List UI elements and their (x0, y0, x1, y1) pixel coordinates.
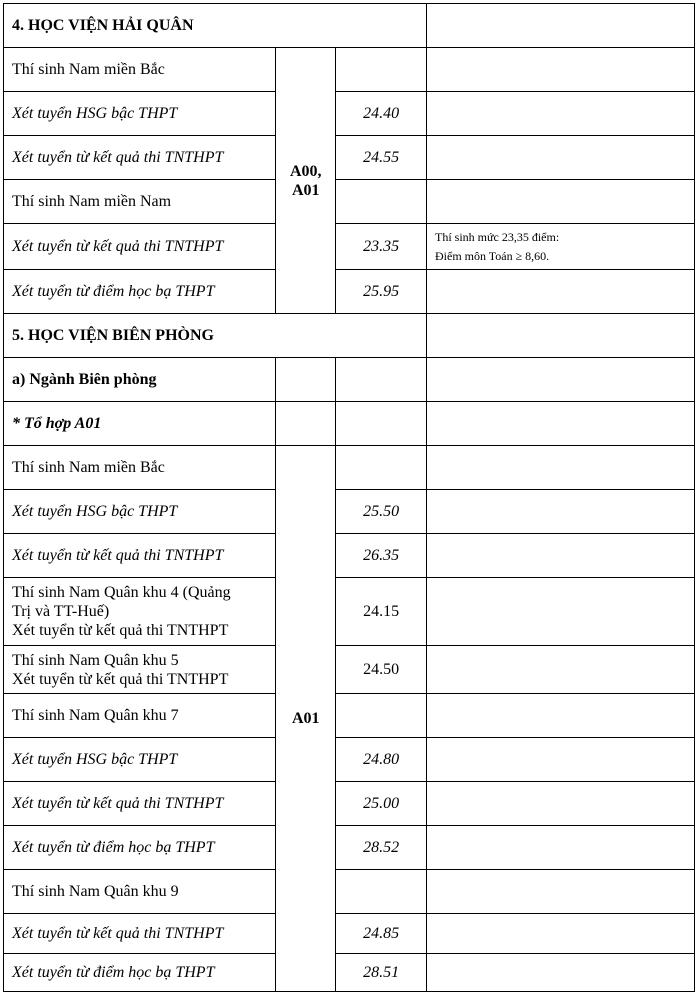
table-row (4, 870, 695, 914)
note-cell (427, 646, 695, 694)
score-cell: 24.50 (336, 646, 427, 694)
score-cell: 25.95 (336, 270, 427, 314)
table-row (4, 738, 695, 782)
admission-method-label: Xét tuyển từ kết quả thi TNTHPT (4, 534, 276, 578)
candidate-group-label: Thí sinh Nam miền Bắc (4, 446, 276, 490)
admission-method-label: Xét tuyển từ kết quả thi TNTHPT (4, 224, 276, 270)
table-row (4, 646, 695, 694)
subject-combination (276, 48, 336, 314)
admission-method-label: Xét tuyển từ kết quả thi TNTHPT (4, 782, 276, 826)
score-cell (336, 48, 427, 92)
score-cell (336, 446, 427, 490)
score-cell: 24.55 (336, 136, 427, 180)
label-line: Xét tuyển từ kết quả thi TNTHPT (12, 670, 229, 688)
table-row (4, 48, 695, 92)
note-cell (427, 782, 695, 826)
admission-method-label: Xét tuyển HSG bậc THPT (4, 92, 276, 136)
candidate-group-label: Thí sinh Nam Quân khu 7 (4, 694, 276, 738)
label-line: Thí sinh Nam Quân khu 4 (Quảng (12, 584, 231, 601)
note-cell (427, 914, 695, 954)
note-cell (427, 270, 695, 314)
score-cell (336, 402, 427, 446)
admission-method-label: Xét tuyển từ kết quả thi TNTHPT (4, 914, 276, 954)
table-row (4, 180, 695, 224)
table-row (4, 446, 695, 490)
subject-group-label: * Tổ hợp A01 (4, 402, 276, 446)
table-row (4, 92, 695, 136)
table-row (4, 490, 695, 534)
score-cell: 24.40 (336, 92, 427, 136)
subject-combination-line: A00, (290, 162, 322, 180)
table-row (4, 270, 695, 314)
admission-method-label: Xét tuyển HSG bậc THPT (4, 490, 276, 534)
table-row (4, 826, 695, 870)
score-cell: 28.52 (336, 826, 427, 870)
subject-combination-line: A01 (292, 181, 320, 199)
score-cell: 28.51 (336, 954, 427, 992)
note-cell (427, 954, 695, 992)
note-cell (427, 48, 695, 92)
label-line: Xét tuyển từ kết quả thi TNTHPT (12, 622, 229, 639)
candidate-group-label: Thí sinh Nam miền Nam (4, 180, 276, 224)
score-cell: 23.35 (336, 224, 427, 270)
note-cell (427, 446, 695, 490)
note-cell (427, 4, 695, 48)
note-line: Điểm môn Toán ≥ 8,60. (435, 248, 550, 263)
note-cell (427, 694, 695, 738)
label-line: Trị và TT-Huế) (12, 603, 110, 620)
combo-cell (276, 358, 336, 402)
note-cell (427, 578, 695, 646)
score-cell: 26.35 (336, 534, 427, 578)
note-cell (427, 534, 695, 578)
note-cell (427, 738, 695, 782)
table-row (4, 694, 695, 738)
note-cell (427, 180, 695, 224)
section-title: 4. HỌC VIỆN HẢI QUÂN (4, 4, 427, 48)
note-cell (427, 490, 695, 534)
candidate-group-label (4, 578, 276, 646)
admission-method-label: Xét tuyển từ kết quả thi TNTHPT (4, 136, 276, 180)
admission-method-label: Xét tuyển HSG bậc THPT (4, 738, 276, 782)
subject-combination: A01 (276, 446, 336, 992)
admission-method-label: Xét tuyển từ điểm học bạ THPT (4, 954, 276, 992)
table-row (4, 224, 695, 270)
section-header-row (4, 4, 695, 48)
table-row (4, 136, 695, 180)
score-cell (336, 694, 427, 738)
table-row (4, 402, 695, 446)
note-cell (427, 402, 695, 446)
candidate-group-label: Thí sinh Nam Quân khu 9 (4, 870, 276, 914)
score-cell: 24.15 (336, 578, 427, 646)
note-cell (427, 224, 695, 270)
note-cell (427, 358, 695, 402)
label-line: Thí sinh Nam Quân khu 5 (12, 651, 179, 669)
candidate-group-label: Thí sinh Nam miền Bắc (4, 48, 276, 92)
admission-scores-table (3, 3, 695, 992)
score-cell: 25.50 (336, 490, 427, 534)
table-row (4, 914, 695, 954)
table-row (4, 358, 695, 402)
note-cell (427, 136, 695, 180)
candidate-group-label (4, 646, 276, 694)
score-cell: 25.00 (336, 782, 427, 826)
table-row (4, 534, 695, 578)
combo-cell (276, 402, 336, 446)
admission-method-label: Xét tuyển từ điểm học bạ THPT (4, 826, 276, 870)
score-cell (336, 870, 427, 914)
table-row (4, 782, 695, 826)
note-cell (427, 870, 695, 914)
score-cell (336, 358, 427, 402)
table-row (4, 578, 695, 646)
section-header-row (4, 314, 695, 358)
score-cell: 24.85 (336, 914, 427, 954)
score-cell: 24.80 (336, 738, 427, 782)
note-line: Thí sinh mức 23,35 điểm: (435, 229, 560, 244)
note-cell (427, 826, 695, 870)
score-cell (336, 180, 427, 224)
note-cell (427, 314, 695, 358)
admission-method-label: Xét tuyển từ điểm học bạ THPT (4, 270, 276, 314)
note-cell (427, 92, 695, 136)
table-row (4, 954, 695, 992)
section-title: 5. HỌC VIỆN BIÊN PHÒNG (4, 314, 427, 358)
major-label: a) Ngành Biên phòng (4, 358, 276, 402)
